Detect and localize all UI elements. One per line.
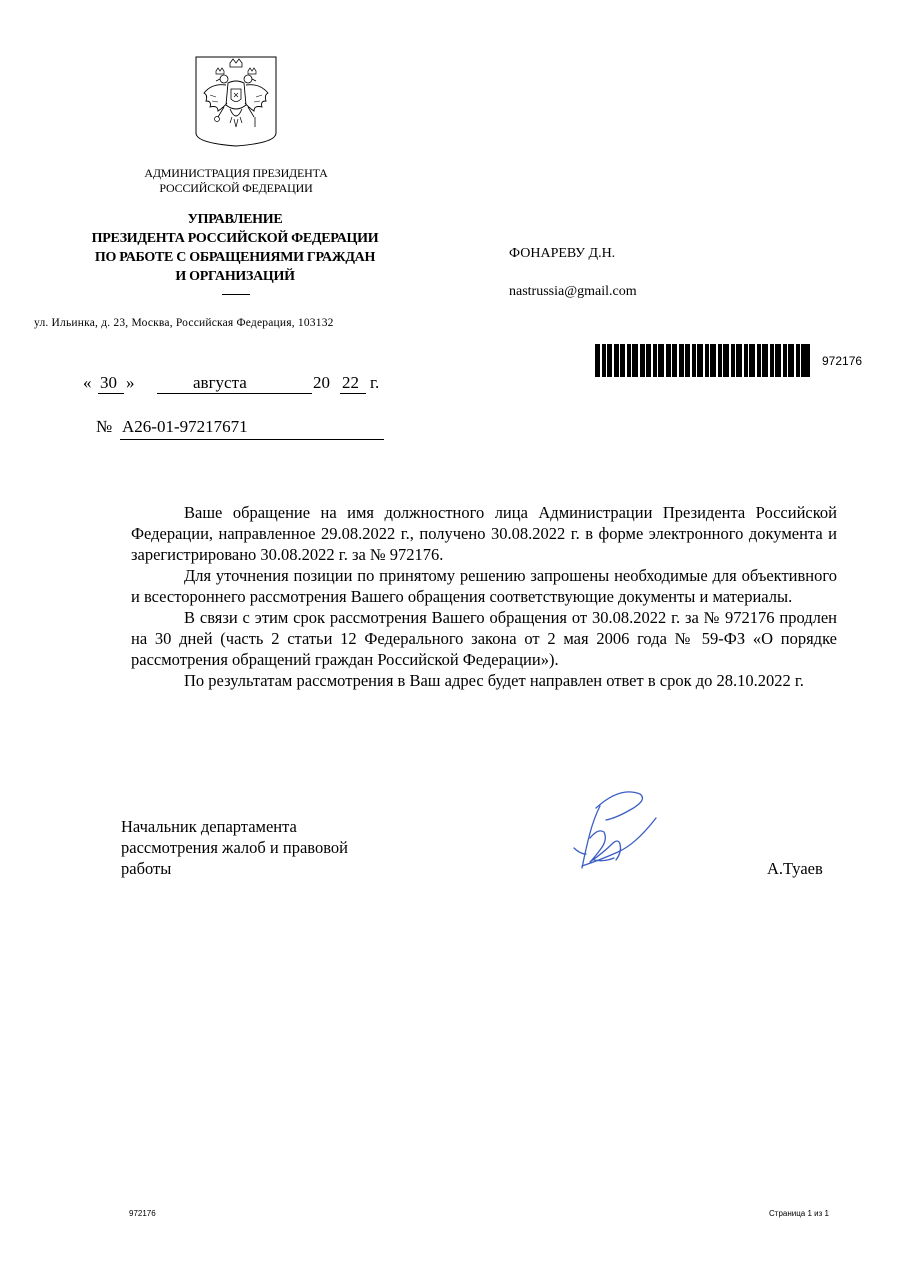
date-day: 30	[100, 373, 117, 392]
reference-number: А26-01-97217671	[122, 417, 248, 436]
signatory-title-line-1: Начальник департамента	[121, 817, 297, 836]
footer-page-counter: Страница 1 из 1	[769, 1209, 829, 1218]
body-paragraph-1: Ваше обращение на имя должностного лица Администрации Президента Российской Федерации, направленное 29.08.2022 г., получено 30.08.2022 г. в форме электронного документа и зарегистрировано 30.08.2022 г. за № 972176.	[131, 503, 837, 564]
signatory-name: А.Туаев	[767, 859, 823, 878]
body-paragraph-4: По результатам рассмотрения в Ваш адрес будет направлен ответ в срок до 28.10.2022 г.	[184, 671, 804, 690]
reference-prefix: №	[96, 417, 113, 436]
body-paragraph-3: В связи с этим срок рассмотрения Вашего обращения от 30.08.2022 г. за № 972176 продлен на 30 дней (часть 2 статьи 12 Федерального закона от 2 мая 2006 года № 59-ФЗ «О порядке рассмотрения обращений граждан Российской Федерации»).	[131, 608, 837, 669]
department-name	[56, 210, 414, 286]
date-month-underline	[157, 393, 312, 394]
date-year-mark: г.	[370, 373, 380, 392]
barcode-bars	[595, 344, 810, 377]
date-year-prefix: 20	[313, 373, 330, 392]
footer-doc-number: 972176	[129, 1209, 156, 1218]
dept-line-1: УПРАВЛЕНИЕ	[187, 212, 283, 227]
admin-line-2: РОССИЙСКОЙ ФЕДЕРАЦИИ	[159, 181, 313, 195]
signatory-title-line-2: рассмотрения жалоб и правовой	[121, 838, 348, 857]
barcode-number: 972176	[822, 354, 863, 368]
header-divider	[222, 294, 250, 295]
barcode	[595, 344, 810, 377]
signatory-title	[121, 816, 348, 879]
recipient-name: ФОНАРЕВУ Д.Н.	[509, 246, 616, 261]
recipient-email: nastrussia@gmail.com	[509, 284, 637, 299]
dept-line-4: И ОРГАНИЗАЦИЙ	[175, 269, 295, 284]
date-year-suffix: 22	[342, 373, 359, 392]
date-close-quote: »	[126, 373, 135, 392]
date-day-underline	[98, 393, 124, 394]
administration-name	[120, 166, 352, 196]
double-headed-eagle-icon	[194, 55, 278, 147]
signature-scribble-icon	[560, 788, 670, 878]
date-year-underline	[340, 393, 366, 394]
dept-line-2: ПРЕЗИДЕНТА РОССИЙСКОЙ ФЕДЕРАЦИИ	[91, 231, 379, 246]
handwritten-signature	[560, 788, 670, 878]
date-open-quote: «	[83, 373, 92, 392]
dept-line-3: ПО РАБОТЕ С ОБРАЩЕНИЯМИ ГРАЖДАН	[94, 250, 376, 265]
letter-body	[131, 502, 837, 691]
body-paragraph-2: Для уточнения позиции по принятому решению запрошены необходимые для объективного и всестороннего рассмотрения Вашего обращения соответствующие документы и материалы.	[131, 566, 837, 606]
signatory-title-line-3: работы	[121, 859, 172, 878]
reference-underline	[120, 439, 384, 440]
date-month: августа	[193, 373, 247, 392]
state-emblem	[194, 55, 278, 147]
admin-line-1: АДМИНИСТРАЦИЯ ПРЕЗИДЕНТА	[144, 166, 328, 180]
department-address: ул. Ильинка, д. 23, Москва, Российская Федерация, 103132	[34, 317, 334, 329]
